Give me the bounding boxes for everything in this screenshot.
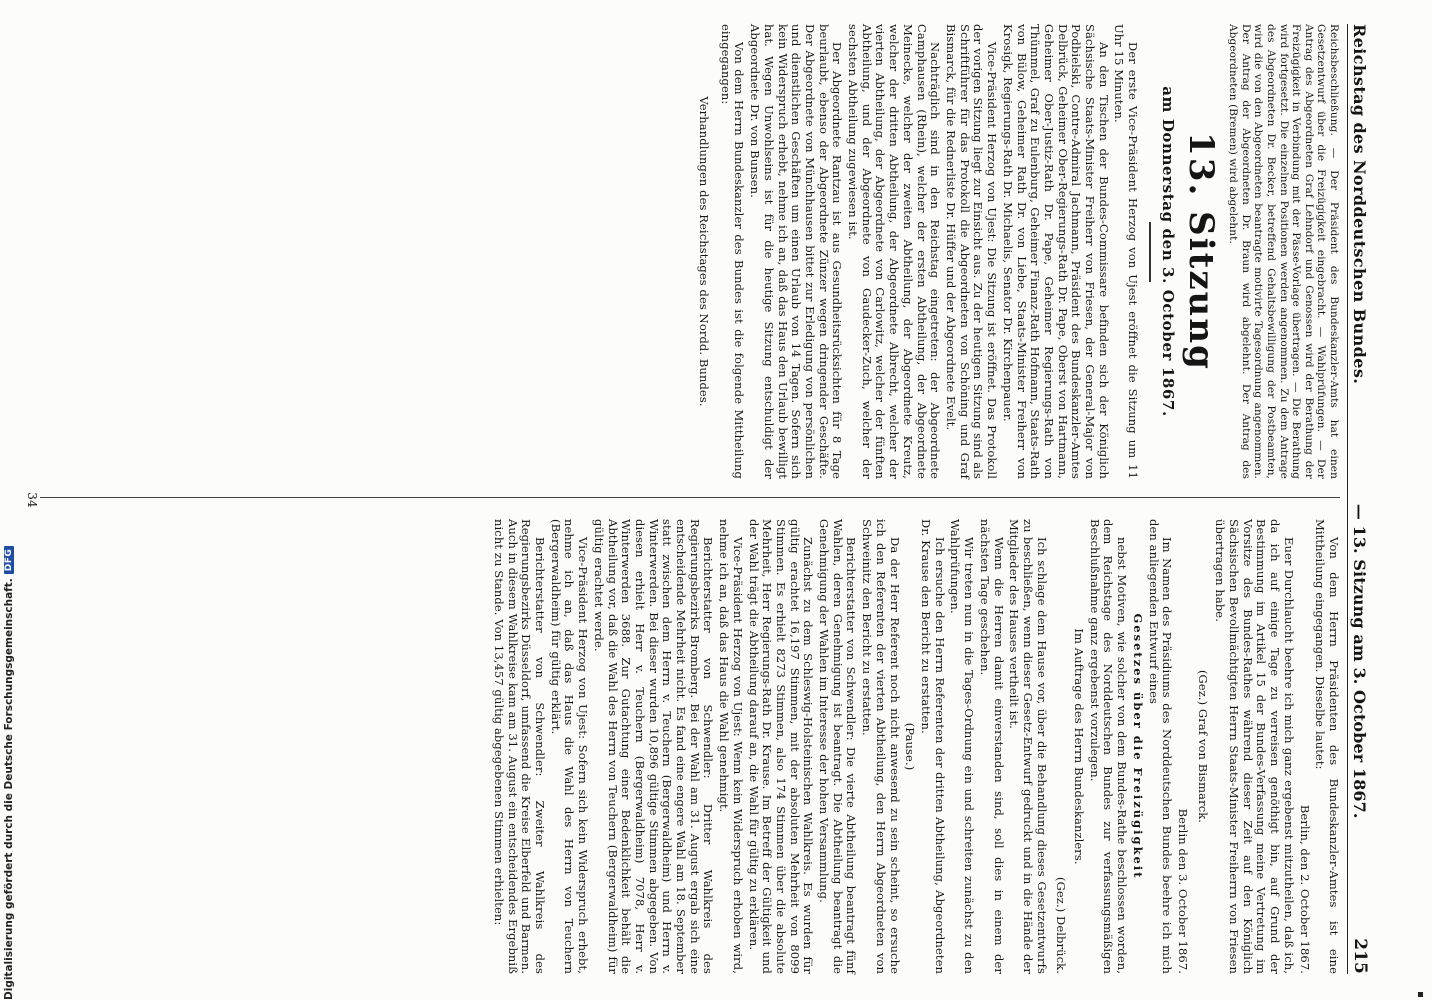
paragraph-president-2: Vice-Präsident Herzog von Ujest: Wenn kein Widerspruch erhoben wird, nehme ich an, daß das Haus die Wahl genehmigt.: [717, 519, 745, 974]
session-summary: Reichsbeschließung. — Der Präsident des Bundeskanzler-Amts hat einen Gesetzentwurf über die Freizügigkeit eingebracht. — Wahlprüfungen. — Der Antrag des Abgeordneten Graf Lehndorf und Genossen wird der Berathung der Freizügigkeit in Verbindung mit der Pässe-Vorlage übertragen. — Die Berathung wird fortgesetzt. Die einzelnen Positionen werden angenommen. Zu dem Antrage des Abgeordneten Dr. Becker, betreffend Gehaltsbewilligung der Postbeamten, wird die von den Abgeordneten beantragte motivirte Tagesordnung angenommen. Der Antrag der Abgeordneten Dr. Braun wird abgelehnt. Der Antrag des Abgeordneten (Bremen) wird abgelehnt.: [1227, 24, 1340, 479]
paragraph-opening: Der erste Vice-Präsident Herzog von Ujest eröffnet die Sitzung um 11 Uhr 15 Minuten.: [1112, 24, 1141, 479]
letter-2-signature: (Gez.) Delbrück.: [1054, 877, 1069, 974]
letter-2-signature-line: Im Auftrage des Herrn Bundeskanzlers.: [1072, 628, 1087, 865]
letter-2-body-continued: nebst Motiven, wie solcher von dem Bundes-Rathe beschlossen worden, dem Reichstage des Norddeutschen Bundes zur verfassungsmäßigen Beschlußnahme ganz ergebenst vorzulegen.: [1087, 519, 1130, 974]
letter-2-body: Im Namen des Präsidiums des Norddeutschen Bundes beehre ich mich den anliegenden Entwurf eines: [1146, 519, 1175, 974]
column-left: [694, 24, 1340, 479]
paragraph-president-3: Vice-Präsident Herzog von Ujest: Sofern sich kein Widerspruch erhebt, nehme ich an, daß das Haus die Wahl des Herrn von Teuchern (Bergerwaldheim) für gültig erklärt.: [548, 519, 591, 974]
paragraph-communication: Von dem Herrn Bundeskanzler des Bundes ist die folgende Mittheilung eingegangen:: [718, 24, 747, 479]
paragraph-report-1: Berichterstatter von Schwendler: Die vierte Abtheilung beantragt fünf Wahlen, deren Genehmigung ist beantragt. Die Abtheilung beantragt die Genehmigung der Wahlen im Interesse der hohen Versammlung.: [817, 519, 859, 974]
page-footer-number: 34: [24, 492, 39, 508]
law-title: Gesetzes über die Freizügigkeit: [1130, 613, 1145, 880]
paragraph-leave: Der Abgeordnete Rantzau ist aus Gesundheitsrücksichten für 8 Tage beurlaubt, ebenso der Abgeordnete Zünzer wegen dringender Geschäfte. Der Abgeordnete von Münchhausen bittet zur Erledigung von persönlichen und dienstlichen Geschäften um einen Urlaub von 14 Tagen. Sofern sich kein Widerspruch erhebt, nehme ich an, daß das Haus den Urlaub bewilligt hat. Wegen Unwohlseins ist für die heutige Sitzung entschuldigt der Abgeordnete Dr. von Bunsen.: [748, 24, 845, 479]
session-date: am Donnerstag den 3. October 1867.: [1158, 86, 1177, 417]
paragraph-president-remarks: Vice-Präsident Herzog von Ujest: Die Sitzung ist eröffnet. Das Protokoll der vorigen Sitzung liegt zur Einsicht aus. Zu der heutigen Sitzung sind als Schriftführer für das Protokoll die Abgeordneten von Schöning und Graf Bismarck, für die Rednerliste Dr. Hüffer und der Abgeordnete Evelt.: [944, 24, 1000, 479]
dfg-logo-icon: DFG: [4, 546, 14, 575]
letter-1-body: Euer Durchlaucht beehre ich mich ganz ergebenst mitzutheilen, daß ich, da ich auf einige Tage zu verreisen genöthigt bin, auf Grund der Bestimmung im Artikel 15 der Bundes-Verfassung meine Vertretung im Vorsitze des Bundes-Rathes während dieser Zeit auf den Königlich Sächsischen Bevollmächtigten Herrn Staats-Minister Freiherrn von Friesen übertragen habe.: [1213, 519, 1296, 974]
scan-artifact: [1418, 992, 1423, 997]
digitization-text: Digitalisierung gefördert durch die Deutsche Forschungsgemeinschaft.: [3, 578, 15, 1000]
letter-2-place-date: Berlin den 3. October 1867.: [1175, 808, 1190, 974]
paragraph-request-report: Ich ersuche den Herrn Referenten der dritten Abtheilung, Abgeordneten Dr. Krause den Bericht zu erstatten.: [919, 519, 947, 974]
paragraph-report-4: Berichterstatter von Schwendler: Zweiter Wahlkreis des Regierungsbezirks Düsseldorf, umfassend die Kreise Elberfeld und Barmen. Auch in diesem Wahlkreise kam am 31. August ein entscheidendes Ergebniß nicht zu Stande. Von 13,457 gültig abgegebenen Stimmen erhielten:: [491, 519, 548, 974]
header-page-number: 215: [1349, 938, 1370, 974]
paragraph-report-3: Berichterstatter von Schwendler: Dritter Wahlkreis des Regierungsbezirks Bromberg. Bei der Wahl am 31. August ergab sich eine entscheidende Mehrheit nicht. Es fand eine engere Wahl am 18. September statt zwischen dem Herrn v. Teuchern (Bergerwaldheim) und Herrn v. Winterwerden. Bei dieser wurden 10,896 gültige Stimmen abgegeben. Von diesen erhielt Herr v. Teuchern (Bergerwaldheim) 7078, Herr v. Winterwerden 3688. Zur Gutachtung einer Bedenklichkeit behält die Abtheilung vor, daß die Wahl des Herrn von Teuchern (Bergerwaldheim) für gültig erachtet werde.: [591, 519, 716, 974]
header-session-date: — 13. Sitzung am 3. October 1867.: [1349, 503, 1369, 819]
column-right: [489, 519, 1340, 974]
paragraph-schedule: Wenn die Herren damit einverstanden sind, soll dies in einem der nächsten Tage geschehen.: [977, 519, 1006, 974]
digitization-note: [2, 0, 16, 1000]
title-rule: [1149, 222, 1151, 282]
session-title: 13. Sitzung: [1180, 132, 1221, 371]
paragraph-intro-letter: Von dem Herrn Präsidenten des Bundeskanzler-Amtes ist eine Mittheilung eingegangen. Dieselbe lautet:: [1313, 519, 1341, 974]
pause-note: (Pause.): [903, 722, 918, 771]
letter-1-place-date: Berlin, den 2. October 1867.: [1297, 804, 1312, 974]
column-divider: [40, 497, 1340, 498]
paragraph-proposal: Ich schlage dem Hause vor, über die Behandlung dieses Gesetzentwurfs zu beschließen, wenn dieser Gesetz-Entwurf gedruckt und in die Hände der Mitglieder des Hauses vertheilt ist.: [1007, 519, 1049, 974]
paragraph-commissioners: An den Tischen der Bundes-Commissare befinden sich der Königlich Sächsische Staats-Minister Freiherr von Friesen, der General-Major von Podbielski, Contre-Admiral Jachmann, Präsident des Bundeskanzler-Amtes Delbrück, Geheimer Ober-Regierungs-Rath Dr. Pape, Oberst von Hartmann, Geheimer Ober-Justiz-Rath Dr. Pape, Geheimer Regierungs-Rath von Thümmel, Graf zu Eulenburg, Geheimer Finanz-Rath Hofmann, Staats-Rath von Bülow, Geheimer Rath Dr. von Liebe, Staats-Minister Freiherr von Krosigk, Regierungs-Rath Dr. Michaelis, Senator Dr. Kirchenpauer.: [1000, 24, 1111, 479]
header-publication-title: Reichstag des Norddeutschen Bundes.: [1349, 24, 1369, 385]
paragraph-report-2: Zunächst zu dem Schleswig-Holsteinischen Wahlkreis. Es wurden für gültig erachtet 16,197 Stimmen, mit der absoluten Mehrheit von 8099 Stimmen. Es erhielt 8273 Stimmen, also 174 Stimmen über die absolute Mehrheit, Herr Regierungs-Rath Dr. Krause. Im Betreff der Gültigkeit und der Wahl trägt die Abtheilung darauf an, die Wahl für gültig zu erklären.: [746, 519, 816, 974]
page-header: [1347, 24, 1378, 974]
paragraph-referent: Da der Herr Referent noch nicht anwesend zu sein scheint, so ersuche ich den Referenten der vierten Abtheilung, den Herrn Abgeordneten von Schweinitz den Bericht zu erstatten.: [860, 519, 902, 974]
rotated-newspaper-page: [24, 0, 1384, 1000]
paragraph-new-members: Nachträglich sind in den Reichstag eingetreten: der Abgeordnete Camphausen (Rhein), welcher der ersten Abtheilung, der Abgeordnete Meinecke, welcher der zweiten Abtheilung, der Abgeordnete Kreutz, welcher der dritten Abtheilung, der Abgeordnete Albrecht, welcher der vierten Abtheilung, der Abgeordnete von Carlowitz, welcher der fünften Abtheilung, und der Abgeordnete von Gaudecker-Zuch, welcher der sechsten Abtheilung zugewiesen ist.: [846, 24, 943, 479]
letter-1-signature: (Gez.) Graf von Bismarck.: [1195, 669, 1210, 824]
paragraph-agenda: Wir treten nun in die Tages-Ordnung ein und schreiten zunächst zu den Wahlprüfungen.: [948, 519, 977, 974]
column-footer-publication: Verhandlungen des Reichstages des Nordd. Bundes.: [697, 96, 712, 407]
